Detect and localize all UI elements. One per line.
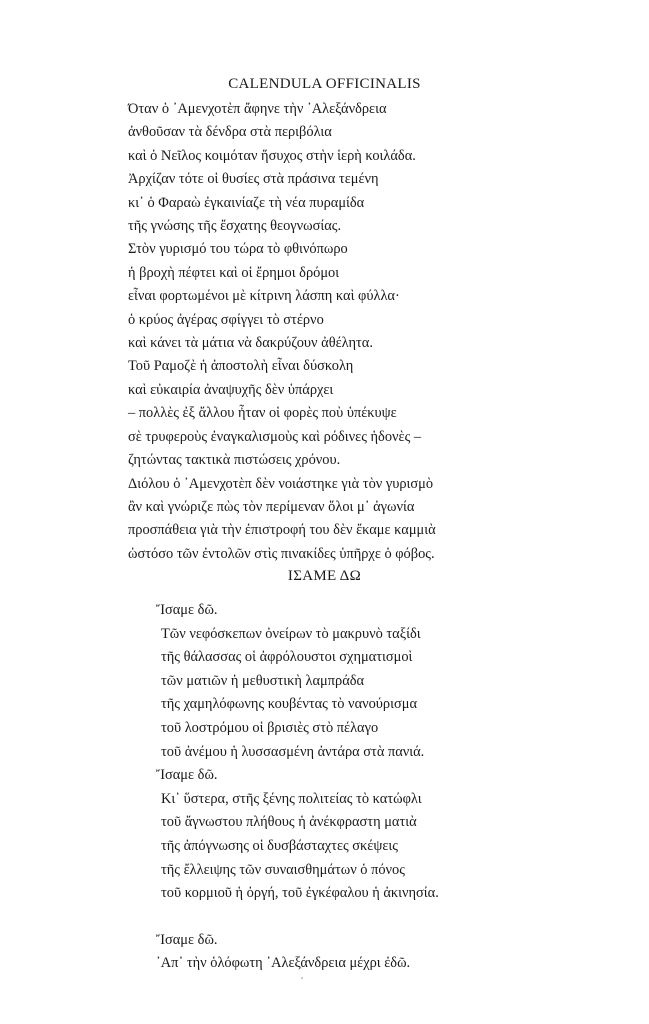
- poem-line: Όταν ὁ ᾿Αμενχοτὲπ ἄφηνε τὴν ᾿Αλεξάνδρεια: [128, 101, 387, 117]
- poem-line: προσπάθεια γιὰ τὴν ἐπιστροφή του δὲν ἔκαμε καμμιὰ: [128, 522, 436, 539]
- poem-refrain: Ἴσαμε δῶ.: [156, 767, 218, 784]
- poem-line: ᾿Απ᾿ τὴν ὁλόφωτη ᾿Αλεξάνδρεια μέχρι ἐδῶ.: [156, 955, 411, 972]
- poem-line: Ἀρχίζαν τότε οἱ θυσίες στὰ πράσινα τεμένη: [128, 171, 379, 188]
- poem-body-calendula: [128, 98, 436, 566]
- poem-line: κι᾿ ὁ Φαραὼ ἐγκαινίαζε τὴ νέα πυραμίδα: [128, 194, 365, 211]
- poem-line: τῆς γνώσης τῆς ἔσχατης θεογνωσίας.: [128, 218, 342, 235]
- stanza-gap: [156, 906, 439, 929]
- poem-line: εἶναι φορτωμένοι μὲ κίτρινη λάσπη καὶ φύλλα·: [128, 288, 400, 305]
- page-speck: [301, 977, 303, 979]
- poem-line: τοῦ ἄγνωστου πλήθους ἡ ἀνέκφραστη ματιὰ: [161, 814, 417, 831]
- poem-line: Διόλου ὁ ᾿Αμενχοτὲπ δὲν νοιάστηκε γιὰ τὸν γυρισμὸ: [128, 475, 434, 492]
- poem-line: – πολλὲς ἐξ ἄλλου ἦταν οἱ φορὲς ποὺ ὑπέκυψε: [128, 405, 397, 422]
- poem-line: ζητώντας τακτικὰ πιστώσεις χρόνου.: [128, 452, 341, 469]
- poem-line: ἀνθοῦσαν τὰ δένδρα στὰ περιβόλια: [128, 124, 332, 141]
- poem-refrain: Ἴσαμε δῶ.: [156, 931, 218, 948]
- poem-line: τοῦ κορμιοῦ ἡ ὀργή, τοῦ ἐγκέφαλου ἡ ἀκινησία.: [161, 885, 439, 902]
- poem-line: Στὸν γυρισμό του τώρα τὸ φθινόπωρο: [128, 241, 348, 258]
- poem-line: ἡ βροχὴ πέφτει καὶ οἱ ἔρημοι δρόμοι: [128, 264, 340, 281]
- poem-line: Τῶν νεφόσκεπων ὀνείρων τὸ μακρυνὸ ταξίδι: [161, 625, 421, 642]
- poem-line: ἂν καὶ γνώριζε πὼς τὸν περίμεναν ὅλοι μ᾿ ἀγωνία: [128, 498, 415, 515]
- poem-line: τοῦ λοστρόμου οἱ βρισιὲς στὸ πέλαγο: [161, 719, 379, 736]
- poem-line: ὡστόσο τῶν ἐντολῶν στὶς πινακίδες ὑπῆρχε ὁ φόβος.: [128, 545, 435, 562]
- poem-line: Κι᾿ ὕστερα, στῆς ξένης πολιτείας τὸ κατώφλι: [161, 790, 422, 807]
- poem-line: καὶ εὐκαιρία ἀναψυχῆς δὲν ὑπάρχει: [128, 381, 334, 398]
- poem-line: καὶ ὁ Νεῖλος κοιμόταν ἥσυχος στὴν ἱερὴ κοιλάδα.: [128, 147, 416, 164]
- poem-body-isame-do: [156, 599, 439, 976]
- poem-line: τῆς χαμηλόφωνης κουβέντας τὸ νανούρισμα: [161, 696, 417, 713]
- poem-line: ὁ κρύος ἀγέρας σφίγγει τὸ στέρνο: [128, 311, 324, 328]
- poem-refrain: Ἴσαμε δῶ.: [156, 602, 218, 618]
- poem-line: τοῦ ἀνέμου ἡ λυσσασμένη ἀντάρα στὰ πανιά.: [161, 743, 425, 760]
- poem-title-calendula: CALENDULA OFFICINALIS: [228, 76, 421, 92]
- poem-line: τῶν ματιῶν ἡ μεθυστικὴ λαμπράδα: [161, 672, 365, 689]
- poem-line: καὶ κάνει τὰ μάτια νὰ δακρύζουν ἀθέλητα.: [128, 335, 373, 352]
- poem-title-isame-do: ΙΣΑΜΕ ΔΩ: [287, 568, 362, 584]
- poem-line: Τοῦ Ραμοζὲ ἡ ἀποστολὴ εἶναι δύσκολη: [128, 358, 354, 375]
- poem-line: σὲ τρυφεροὺς ἐναγκαλισμοὺς καὶ ρόδινες ἡδονὲς –: [128, 428, 422, 445]
- poem-line: τῆς θάλασσας οἱ ἀφρόλουστοι σχηματισμοὶ: [161, 649, 413, 666]
- poem-line: τῆς ἔλλειψης τῶν συναισθημάτων ὁ πόνος: [161, 861, 405, 878]
- poem-line: τῆς ἀπόγνωσης οἱ δυσβάσταχτες σκέψεις: [161, 837, 398, 854]
